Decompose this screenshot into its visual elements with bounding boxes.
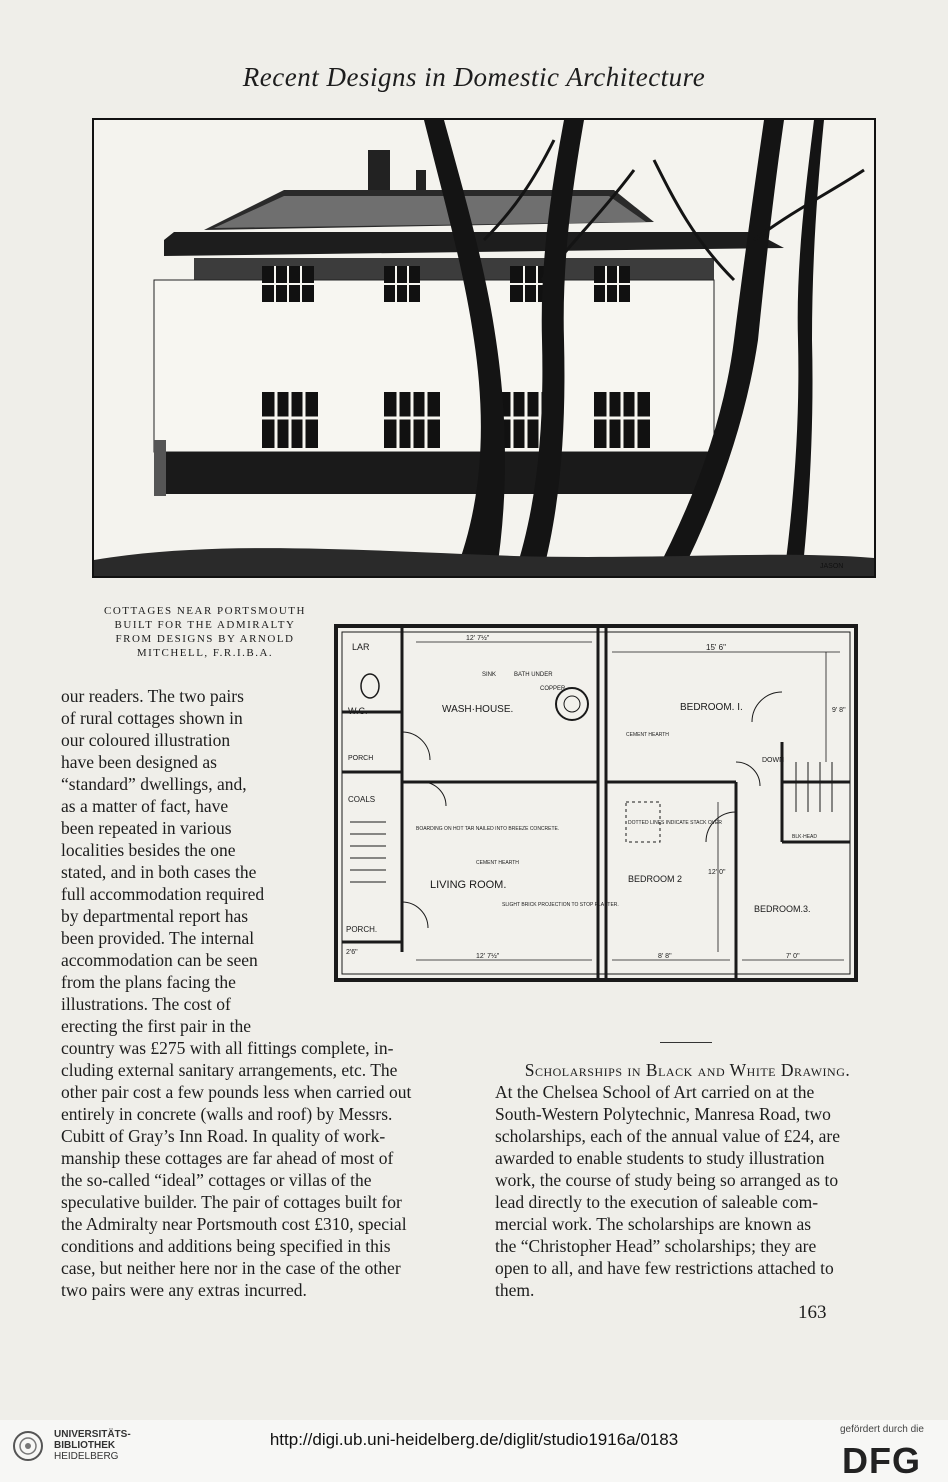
artist-signature: JASON: [820, 563, 844, 570]
text-line: from the plans facing the: [61, 972, 236, 992]
text-line: scholarships, each of the annual value of £24, are: [495, 1126, 841, 1146]
text-line: entirely in concrete (walls and roof) by Messrs.: [61, 1104, 393, 1124]
label-bedroom-1: BEDROOM. I.: [680, 702, 743, 713]
label-bath: BATH UNDER: [514, 672, 553, 678]
note-slight-brick: SLIGHT BRICK PROJECTION TO STOP PLASTER.: [502, 902, 619, 908]
label-blk-head: BLK·HEAD: [792, 834, 818, 840]
label-living-room: LIVING ROOM.: [430, 879, 507, 891]
text-line: localities besides the one: [61, 840, 236, 860]
text-line: stated, and in both cases the: [61, 862, 257, 882]
text-line: country was £275 with all fittings complete, in-: [61, 1038, 394, 1058]
text-line: cluding external sanitary arrangements, etc. The: [61, 1060, 398, 1080]
dim-bottom-right: 7' 0": [786, 953, 800, 960]
text-line: illustrations. The cost of: [61, 994, 231, 1014]
caption-line: MITCHELL, F.R.I.B.A.: [136, 647, 274, 659]
article-column-left-bottom: [61, 1015, 473, 1301]
text-line: our readers. The two pairs: [61, 686, 244, 706]
section-title: Scholarships in Black and White Drawing.: [524, 1060, 851, 1080]
text-line: the Admiralty near Portsmouth cost £310, special: [61, 1214, 407, 1234]
caption-line: COTTAGES NEAR PORTSMOUTH: [104, 605, 306, 617]
dim-bed1-height: 9' 8": [832, 707, 846, 714]
caption-line: FROM DESIGNS BY ARNOLD: [115, 633, 295, 645]
library-line: UNIVERSITÄTS-: [54, 1429, 131, 1440]
text-line: been provided. The internal: [61, 928, 255, 948]
running-head: Recent Designs in Domestic Architecture: [242, 62, 706, 92]
text-line: the “Christopher Head” scholarships; they are: [495, 1236, 817, 1256]
text-line: awarded to enable students to study illustration: [495, 1148, 825, 1168]
text-line: mercial work. The scholarships are known as: [495, 1214, 812, 1234]
text-line: have been designed as: [61, 752, 217, 772]
label-porch-lower: PORCH.: [346, 925, 378, 934]
dim-top-right: 15' 6": [706, 643, 726, 652]
label-copper: COPPER: [540, 686, 566, 692]
text-line: the so-called “ideal” cottages or villas of the: [61, 1170, 372, 1190]
section-rule: [660, 1042, 712, 1043]
text-line: Cubitt of Gray’s Inn Road. In quality of work-: [61, 1126, 386, 1146]
sponsor-text: gefördert durch die: [840, 1424, 924, 1435]
label-bedroom-2: BEDROOM 2: [628, 874, 683, 884]
article-column-left-top: [61, 685, 306, 1015]
text-line: work, the course of study being so arranged as to: [495, 1170, 839, 1190]
article-column-right: [495, 1059, 880, 1301]
label-wc: W.C.: [348, 706, 368, 716]
caption-line: BUILT FOR THE ADMIRALTY: [114, 619, 296, 631]
text-line: two pairs were any extras incurred.: [61, 1280, 307, 1300]
label-down: DOWN: [762, 757, 785, 764]
dim-bed2-height: 12' 0": [708, 869, 726, 876]
label-wash-house: WASH·HOUSE.: [442, 704, 514, 715]
text-line: “standard” dwellings, and,: [61, 774, 247, 794]
text-line: case, but neither here nor in the case of the other: [61, 1258, 401, 1278]
dim-bottom-mid: 8' 8": [658, 953, 672, 960]
text-line: them.: [495, 1280, 535, 1300]
text-line: speculative builder. The pair of cottages built for: [61, 1192, 402, 1212]
label-coals: COALS: [348, 795, 376, 804]
text-line: At the Chelsea School of Art carried on at the: [495, 1082, 815, 1102]
text-line: by departmental report has: [61, 906, 249, 926]
figure-caption: [92, 604, 318, 660]
floor-plan: [326, 612, 880, 1000]
text-line: open to all, and have few restrictions attached to: [495, 1258, 834, 1278]
text-line: full accommodation required: [61, 884, 265, 904]
label-sink: SINK: [482, 672, 497, 678]
note-cement-hearth-bed: CEMENT HEARTH: [626, 732, 669, 738]
note-dotted-lines: DOTTED LINES INDICATE STACK OVER: [628, 820, 722, 826]
library-line: HEIDELBERG: [54, 1451, 119, 1462]
library-line: BIBLIOTHEK: [54, 1440, 116, 1451]
note-cement-hearth-living: CEMENT HEARTH: [476, 860, 519, 866]
text-line: our coloured illustration: [61, 730, 231, 750]
label-porch-upper: PORCH: [348, 755, 374, 762]
text-line: conditions and additions being specified in this: [61, 1236, 391, 1256]
text-line: been repeated in various: [61, 818, 232, 838]
text-line: lead directly to the execution of saleable com-: [495, 1192, 819, 1212]
note-boarding: BOARDING ON HOT TAR NAILED INTO BREEZE CONCRETE.: [416, 826, 560, 832]
text-line: other pair cost a few pounds less when carried out: [61, 1082, 412, 1102]
dim-top-left: 12' 7½": [466, 635, 490, 642]
source-url-link[interactable]: http://digi.ub.uni-heidelberg.de/diglit/studio1916a/0183: [269, 1430, 679, 1449]
cottage-drawing: [94, 120, 874, 576]
text-line: manship these cottages are far ahead of most of: [61, 1148, 394, 1168]
text-line: South-Western Polytechnic, Manresa Road, two: [495, 1104, 831, 1124]
text-line: of rural cottages shown in: [61, 708, 243, 728]
page-number: 163: [798, 1302, 827, 1323]
label-lar: LAR: [352, 642, 370, 652]
label-bedroom-3: BEDROOM.3.: [754, 904, 811, 914]
text-line: as a matter of fact, have: [61, 796, 229, 816]
dim-bottom-left: 12' 7½": [476, 953, 500, 960]
dfg-logo: DFG: [842, 1440, 921, 1481]
text-line: accommodation can be seen: [61, 950, 258, 970]
text-line: erecting the first pair in the: [61, 1016, 251, 1036]
cottage-illustration: [92, 118, 876, 578]
dim-porch-width: 2'6": [346, 949, 358, 956]
